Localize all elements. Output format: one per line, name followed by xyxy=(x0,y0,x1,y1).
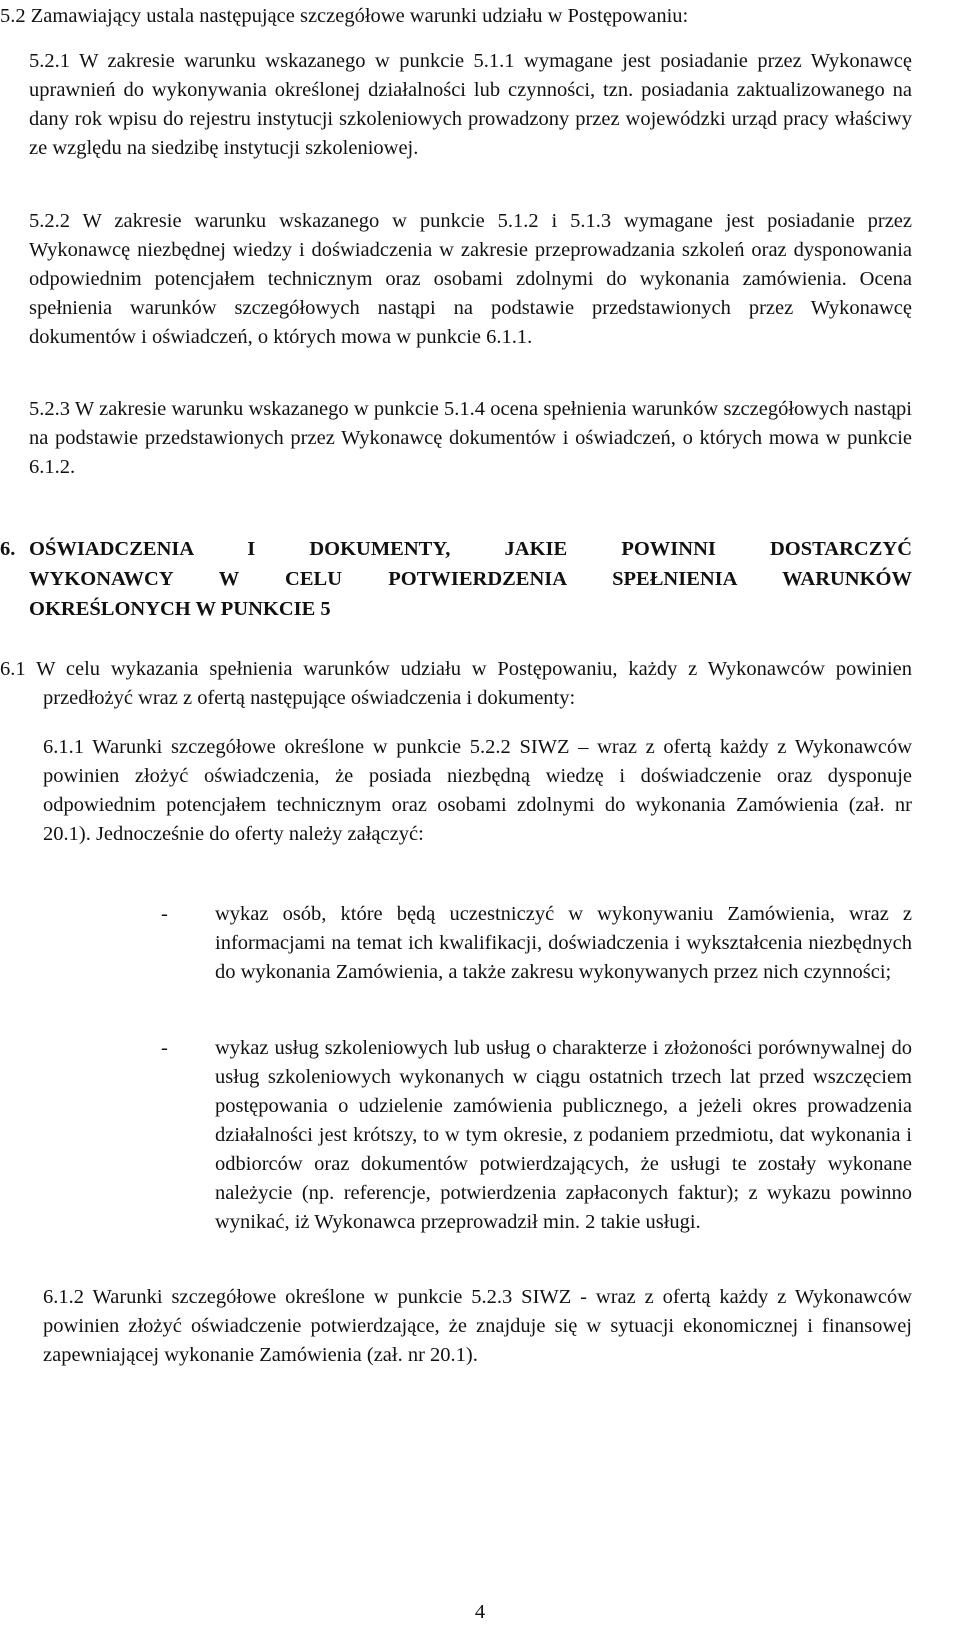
paragraph-6-1-text: 6.1 W celu wykazania spełnienia warunków udziału w Postępowaniu, każdy z Wykonawców powinien przedłożyć wraz z ofertą następujące oświadczenia i dokumenty: xyxy=(0,658,912,709)
bullet-1-marker: - xyxy=(161,903,168,925)
paragraph-6-1 xyxy=(0,655,912,713)
paragraph-5-2-1: 5.2.1 W zakresie warunku wskazanego w punkcie 5.1.1 wymagane jest posiadanie przez Wykonawcę uprawnień do wykonywania określonej działalności lub czynności, tzn. posiadania zaktualizowanego na dany rok wpisu do rejestru instytucji szkoleniowych prowadzony przez wojewódzki urząd pracy właściwy ze względu na siedzibę instytucji szkoleniowej. xyxy=(29,50,912,159)
page-number: 4 xyxy=(474,1601,486,1623)
bullet-1-text: wykaz osób, które będą uczestniczyć w wykonywaniu Zamówienia, wraz z informacjami na temat ich kwalifikacji, doświadczenia i wykształcenia niezbędnych do wykonania Zamówienia, a także zakresu wykonywanych przez nich czynności; xyxy=(215,903,912,983)
section-5-2-intro: 5.2 Zamawiający ustala następujące szczegółowe warunki udziału w Postępowaniu: xyxy=(0,5,689,27)
paragraph-5-2-3: 5.2.3 W zakresie warunku wskazanego w punkcie 5.1.4 ocena spełnienia warunków szczegółowych nastąpi na podstawie przedstawionych przez Wykonawcę dokumentów i oświadczeń, o których mowa w punkcie 6.1.2. xyxy=(29,398,912,478)
paragraph-6-1-2: 6.1.2 Warunki szczegółowe określone w punkcie 5.2.3 SIWZ - wraz z ofertą każdy z Wykonawców powinien złożyć oświadczenie potwierdzające, że znajduje się w sytuacji ekonomicznej i finansowej zapewniającej wykonanie Zamówienia (zał. nr 20.1). xyxy=(43,1286,912,1366)
section-6-heading xyxy=(0,534,912,624)
bullet-2-marker: - xyxy=(161,1037,168,1059)
paragraph-6-1-1: 6.1.1 Warunki szczegółowe określone w punkcie 5.2.2 SIWZ – wraz z ofertą każdy z Wykonawców powinien złożyć oświadczenia, że posiada niezbędną wiedzę i doświadczenie oraz dysponuje odpowiednim potencjałem technicznym oraz osobami zdolnymi do wykonania Zamówienia (zał. nr 20.1). Jednocześnie do oferty należy załączyć: xyxy=(43,736,912,845)
section-6-heading-line-2: WYKONAWCY W CELU POTWIERDZENIA SPEŁNIENIA WARUNKÓW xyxy=(29,568,912,590)
section-6-heading-number: 6. xyxy=(0,538,16,560)
paragraph-5-2-2: 5.2.2 W zakresie warunku wskazanego w punkcie 5.1.2 i 5.1.3 wymagane jest posiadanie przez Wykonawcę niezbędnej wiedzy i doświadczenia w zakresie przeprowadzania szkoleń oraz dysponowania odpowiednim potencjałem technicznym oraz osobami zdolnymi do wykonania zamówienia. Ocena spełnienia warunków szczegółowych nastąpi na podstawie przedstawionych przez Wykonawcę dokumentów i oświadczeń, o których mowa w punkcie 6.1.1. xyxy=(29,210,912,348)
section-6-heading-line-3: OKREŚLONYCH W PUNKCIE 5 xyxy=(29,598,331,620)
bullet-2-text: wykaz usług szkoleniowych lub usług o charakterze i złożoności porównywalnej do usług szkoleniowych wykonanych w ciągu ostatnich trzech lat przed wszczęciem postępowania o udzielenie zamówienia publicznego, a jeżeli okres prowadzenia działalności jest krótszy, to w tym okresie, z podaniem przedmiotu, dat wykonania i odbiorców oraz dokumentów potwierdzających, że usługi te zostały wykonane należycie (np. referencje, potwierdzenia zapłaconych faktur); z wykazu powinno wynikać, iż Wykonawca przeprowadził min. 2 takie usługi. xyxy=(215,1037,912,1233)
section-6-heading-line-1: OŚWIADCZENIA I DOKUMENTY, JAKIE POWINNI DOSTARCZYĆ xyxy=(29,538,912,560)
